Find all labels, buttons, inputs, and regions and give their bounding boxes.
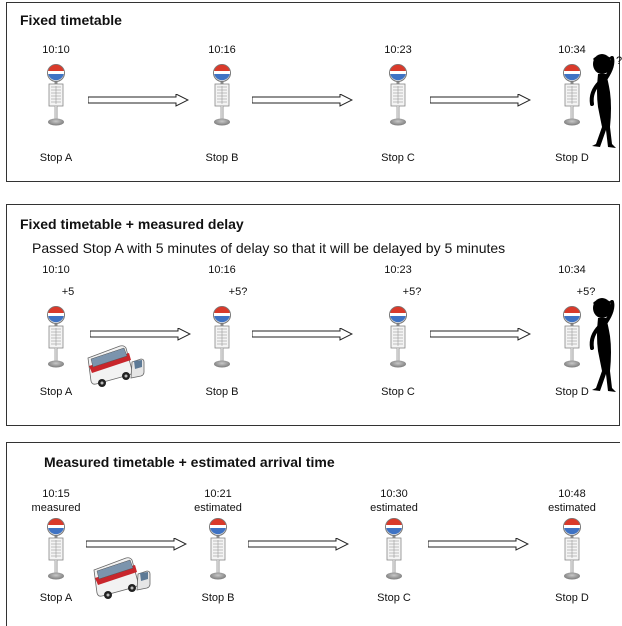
arrow-right-icon [88, 94, 189, 107]
arrow-right-icon [86, 538, 187, 551]
delay-note: +5? [402, 286, 422, 298]
stop-name: Stop A [39, 386, 73, 398]
stop-name: Stop B [205, 152, 239, 164]
arrow-right-icon [428, 538, 529, 551]
stop-name: Stop C [377, 592, 411, 604]
stop-time: 10:30 [380, 488, 408, 500]
bus-stop-sign-icon [562, 64, 582, 128]
stop-time: 10:10 [42, 44, 70, 56]
confused-person-icon [580, 52, 622, 152]
arrow-right-icon [252, 328, 353, 341]
panel-description: Passed Stop A with 5 minutes of delay so that it will be delayed by 5 minutes [32, 240, 506, 256]
bus-stop-sign-icon [46, 306, 66, 370]
arrow-right-icon [430, 328, 531, 341]
stop-name: Stop A [39, 592, 73, 604]
panel-measured-delay [6, 204, 620, 426]
bus-stop-sign-icon [46, 64, 66, 128]
question-mark: ? [616, 55, 622, 67]
stop-time: 10:23 [384, 44, 412, 56]
arrow-right-icon [90, 328, 191, 341]
delay-note: +5? [576, 286, 596, 298]
panel-title: Fixed timetable + measured delay [20, 216, 244, 232]
stop-name: Stop C [381, 152, 415, 164]
stop-time: 10:23 [384, 264, 412, 276]
stop-time: 10:10 [42, 264, 70, 276]
stop-time: 10:34 [558, 264, 586, 276]
bus-stop-sign-icon [562, 518, 582, 582]
stop-time: 10:16 [208, 44, 236, 56]
bus-stop-sign-icon [46, 518, 66, 582]
arrow-right-icon [252, 94, 353, 107]
bus-stop-sign-icon [212, 64, 232, 128]
stop-name: Stop B [201, 592, 235, 604]
time-status: estimated [194, 502, 242, 514]
arrow-right-icon [248, 538, 349, 551]
delay-note: +5? [228, 286, 248, 298]
stop-name: Stop A [39, 152, 73, 164]
bus-stop-sign-icon [384, 518, 404, 582]
delay-note: +5 [61, 286, 75, 298]
time-status: estimated [370, 502, 418, 514]
stop-name: Stop D [555, 592, 589, 604]
panel-title: Fixed timetable [20, 12, 122, 28]
bus-stop-sign-icon [212, 306, 232, 370]
stop-name: Stop D [555, 152, 589, 164]
stop-name: Stop C [381, 386, 415, 398]
bus-stop-sign-icon [388, 306, 408, 370]
stop-time: 10:48 [558, 488, 586, 500]
bus-stop-sign-icon [208, 518, 228, 582]
bus-icon [92, 556, 152, 600]
stop-name: Stop D [555, 386, 589, 398]
stop-time: 10:21 [204, 488, 232, 500]
panel-fixed-timetable [6, 2, 620, 182]
bus-icon [86, 344, 146, 388]
stop-time: 10:16 [208, 264, 236, 276]
time-status: estimated [548, 502, 596, 514]
stop-time: 10:15 [42, 488, 70, 500]
bus-stop-sign-icon [388, 64, 408, 128]
time-status: measured [31, 502, 81, 514]
confused-person-icon [580, 296, 622, 396]
arrow-right-icon [430, 94, 531, 107]
stop-name: Stop B [205, 386, 239, 398]
stop-time: 10:34 [558, 44, 586, 56]
bus-stop-sign-icon [562, 306, 582, 370]
panel-title: Measured timetable + estimated arrival time [44, 454, 335, 470]
